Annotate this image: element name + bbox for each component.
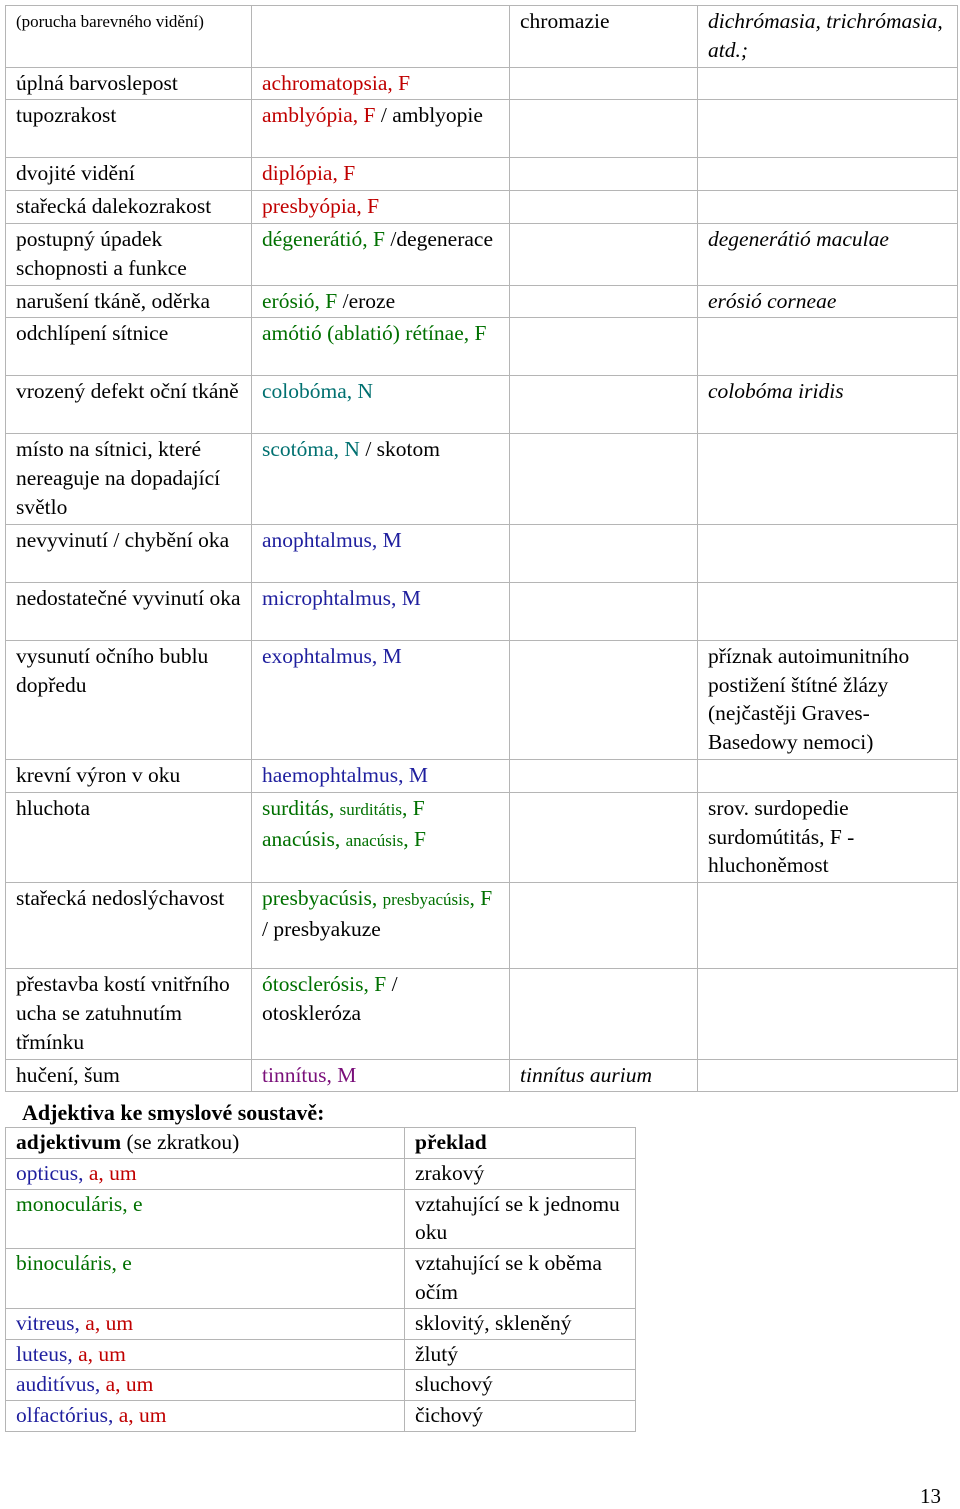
adjective-cell: [6, 1401, 405, 1432]
latin-term-part: ótosclerósis, F: [262, 972, 387, 997]
latin-term-cell: [252, 158, 510, 191]
czech-term-cell: tupozrakost: [6, 100, 252, 158]
adjectives-header-right: překlad: [405, 1128, 636, 1159]
adjective-row: [6, 1370, 636, 1401]
adjective-cell: [6, 1339, 405, 1370]
czech-term-cell: vysunutí očního bublu dopředu: [6, 640, 252, 759]
czech-term-cell: stařecká nedoslýchavost: [6, 883, 252, 969]
adjectives-title: Adjektiva ke smyslové soustavě:: [22, 1100, 325, 1125]
table-row: [6, 318, 958, 376]
adjective-stem: olfactórius: [16, 1403, 108, 1428]
latin-term-cell: [252, 434, 510, 524]
czech-term-cell: krevní výron v oku: [6, 759, 252, 792]
latin-term-cell: [252, 318, 510, 376]
adjective-cell: [6, 1370, 405, 1401]
adjective-row: [6, 1249, 636, 1309]
adjective-endings: a, um: [85, 1310, 134, 1335]
latin-term-part: achromatopsia, F: [262, 70, 411, 95]
adjective-stem: binoculáris, e: [16, 1251, 132, 1276]
note-cell: příznak autoimunitního postižení štítné žlázy (nejčastěji Graves-Basedowy nemoci): [698, 640, 958, 759]
adjective-cell: [6, 1249, 405, 1309]
note-cell: [698, 582, 958, 640]
latin-term-cell: [252, 6, 510, 68]
term-variant-cell: [510, 318, 698, 376]
adjective-cell: [6, 1308, 405, 1339]
czech-term-cell: hučení, šum: [6, 1059, 252, 1092]
adjective-stem: vitreus: [16, 1310, 75, 1335]
latin-term-part: scotóma, N: [262, 437, 360, 462]
note-cell: degenerátió maculae: [698, 223, 958, 285]
note-cell: [698, 524, 958, 582]
term-variant-cell: [510, 640, 698, 759]
latin-term-part: anacúsis,: [262, 826, 346, 851]
latin-term-part: erósió, F: [262, 288, 338, 313]
adjective-separator: ,: [94, 1372, 106, 1397]
czech-term-cell: dvojité vidění: [6, 158, 252, 191]
term-variant-cell: [510, 285, 698, 318]
table-row: [6, 191, 958, 224]
latin-term-part: diplópia, F: [262, 161, 356, 186]
latin-term-cell: [252, 524, 510, 582]
adjective-endings: a, um: [78, 1341, 126, 1366]
table-row: [6, 759, 958, 792]
term-variant-cell: [510, 582, 698, 640]
table-row: [6, 792, 958, 882]
czech-term-cell: narušení tkáně, oděrka: [6, 285, 252, 318]
latin-term-part: , F: [401, 795, 425, 820]
latin-term-part: haemophtalmus, M: [262, 762, 429, 787]
czech-term-cell: postupný úpadek schopnosti a funkce: [6, 223, 252, 285]
adjective-separator: ,: [74, 1310, 86, 1335]
latin-term-part: surditás,: [262, 795, 340, 820]
term-variant-cell: [510, 524, 698, 582]
note-cell: [698, 883, 958, 969]
adjective-endings: a, um: [118, 1403, 167, 1428]
note-cell: erósió corneae: [698, 285, 958, 318]
latin-term-part: presbyacúsis: [382, 890, 470, 910]
adjective-endings: a, um: [105, 1372, 154, 1397]
latin-term-cell: [252, 883, 510, 969]
adjective-stem: auditívus: [16, 1372, 95, 1397]
latin-term-cell: [252, 100, 510, 158]
czech-term-cell: místo na sítnici, které nereaguje na dopadající světlo: [6, 434, 252, 524]
latin-term-part: microphtalmus, M: [262, 585, 421, 610]
translation-cell: čichový: [405, 1401, 636, 1432]
adjectives-header-left: adjektivum (se zkratkou): [6, 1128, 405, 1159]
note-cell: srov. surdopedie surdomútitás, F - hluchoněmost: [698, 792, 958, 882]
term-variant-cell: [510, 792, 698, 882]
latin-term-part: /degenerace: [385, 226, 494, 251]
note-cell: [698, 434, 958, 524]
table-row: [6, 223, 958, 285]
term-variant-cell: [510, 67, 698, 100]
latin-term-part: anacúsis: [345, 830, 404, 850]
czech-term-cell: stařecká dalekozrakost: [6, 191, 252, 224]
note-cell: colobóma iridis: [698, 376, 958, 434]
adjective-endings: a, um: [88, 1160, 137, 1185]
czech-term-cell: nedostatečné vyvinutí oka: [6, 582, 252, 640]
latin-term-part: / presbyakuze: [262, 916, 381, 941]
latin-term-part: anophtalmus, M: [262, 527, 402, 552]
translation-cell: vztahující se k oběma očím: [405, 1249, 636, 1309]
note-cell: [698, 759, 958, 792]
note-cell: [698, 191, 958, 224]
term-variant-cell: [510, 883, 698, 969]
terminology-table: [5, 5, 958, 1092]
latin-term-part: amótió (ablatió) rétínae, F: [262, 321, 487, 346]
adjectives-header-row: [6, 1128, 636, 1159]
term-variant-cell: [510, 223, 698, 285]
latin-term-cell: [252, 969, 510, 1059]
adjective-stem: monoculáris, e: [16, 1191, 143, 1216]
term-variant-cell: [510, 100, 698, 158]
czech-term-cell: přestavba kostí vnitřního ucha se zatuhnutím třmínku: [6, 969, 252, 1059]
adjective-cell: [6, 1158, 405, 1189]
latin-term-part: dégenerátió, F: [262, 226, 385, 251]
latin-term-cell: [252, 376, 510, 434]
page-number: 13: [920, 1484, 941, 1508]
note-cell: [698, 67, 958, 100]
adjective-stem: luteus: [16, 1341, 68, 1366]
adjective-row: [6, 1339, 636, 1370]
translation-cell: žlutý: [405, 1339, 636, 1370]
table-row: [6, 582, 958, 640]
translation-cell: sklovitý, skleněný: [405, 1308, 636, 1339]
translation-cell: zrakový: [405, 1158, 636, 1189]
czech-term-cell: odchlípení sítnice: [6, 318, 252, 376]
translation-cell: sluchový: [405, 1370, 636, 1401]
latin-term-part: / amblyopie: [375, 103, 483, 128]
latin-term-cell: [252, 759, 510, 792]
table-row: [6, 883, 958, 969]
term-variant-cell: [510, 191, 698, 224]
adjective-cell: [6, 1189, 405, 1249]
adjective-row: [6, 1401, 636, 1432]
term-variant-cell: [510, 759, 698, 792]
latin-term-part: surditátis: [339, 799, 402, 819]
czech-term-cell: nevyvinutí / chybění oka: [6, 524, 252, 582]
latin-term-part: /eroze: [337, 288, 396, 313]
latin-term-cell: [252, 582, 510, 640]
term-variant-cell: chromazie: [510, 6, 698, 68]
term-variant-cell: [510, 969, 698, 1059]
term-variant-cell: [510, 434, 698, 524]
latin-term-part: / otoskleróza: [262, 972, 398, 1025]
latin-term-part: colobóma, N: [262, 379, 374, 404]
table-row: [6, 434, 958, 524]
term-variant-cell: [510, 376, 698, 434]
translation-cell: vztahující se k jednomu oku: [405, 1189, 636, 1249]
adjective-row: [6, 1308, 636, 1339]
adjectives-table: [5, 1127, 636, 1432]
table-row: [6, 100, 958, 158]
latin-term-part: / skotom: [359, 437, 440, 462]
adjective-separator: ,: [67, 1341, 79, 1366]
adjective-separator: ,: [107, 1403, 119, 1428]
table-row: [6, 158, 958, 191]
table-row: [6, 969, 958, 1059]
adjective-row: [6, 1158, 636, 1189]
table-row: [6, 67, 958, 100]
table-row: [6, 285, 958, 318]
latin-term-part: presbyópia, F: [262, 194, 380, 219]
latin-term-cell: [252, 640, 510, 759]
term-variant-cell: [510, 158, 698, 191]
latin-term-cell: [252, 792, 510, 882]
latin-term-part: amblyópia, F: [262, 103, 376, 128]
latin-term-part: tinnítus, M: [262, 1062, 357, 1087]
note-cell: dichrómasia, trichrómasia, atd.;: [698, 6, 958, 68]
table-row: [6, 524, 958, 582]
latin-term-cell: [252, 1059, 510, 1092]
note-cell: [698, 100, 958, 158]
adjective-row: [6, 1189, 636, 1249]
note-cell: [698, 158, 958, 191]
latin-term-cell: [252, 67, 510, 100]
term-variant-cell: tinnítus aurium: [510, 1059, 698, 1092]
latin-term-part: , F: [403, 826, 426, 851]
note-cell: [698, 969, 958, 1059]
latin-term-part: , F: [469, 886, 493, 911]
czech-term-cell: úplná barvoslepost: [6, 67, 252, 100]
czech-term-cell: hluchota: [6, 792, 252, 882]
czech-term-cell: (porucha barevného vidění): [6, 6, 252, 68]
czech-term-cell: vrozený defekt oční tkáně: [6, 376, 252, 434]
latin-term-part: exophtalmus, M: [262, 643, 402, 668]
latin-term-cell: [252, 223, 510, 285]
latin-term-part: presbyacúsis,: [262, 886, 383, 911]
adjective-separator: ,: [78, 1160, 89, 1185]
note-cell: [698, 318, 958, 376]
table-row: [6, 376, 958, 434]
adjective-stem: opticus: [16, 1160, 79, 1185]
latin-term-cell: [252, 191, 510, 224]
table-row: [6, 640, 958, 759]
table-row: [6, 1059, 958, 1092]
latin-term-cell: [252, 285, 510, 318]
table-row: [6, 6, 958, 68]
note-cell: [698, 1059, 958, 1092]
